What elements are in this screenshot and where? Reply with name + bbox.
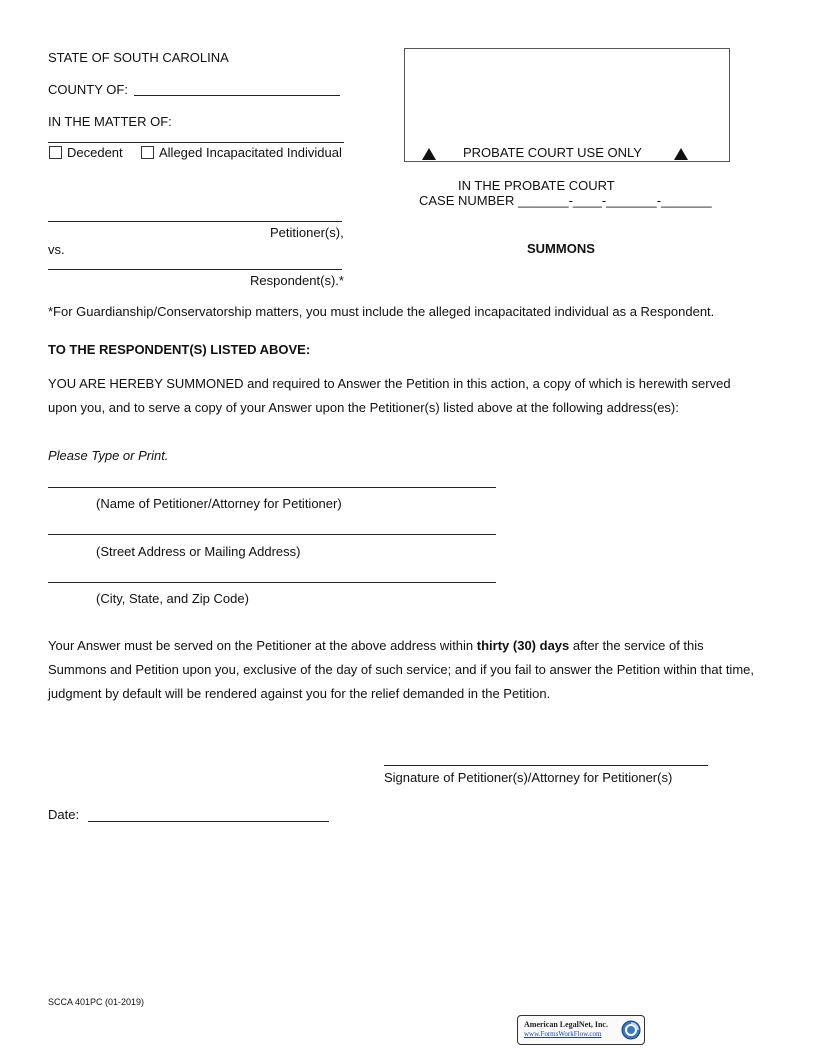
legalnet-logo[interactable] [517, 1015, 645, 1045]
answer-line-1: Your Answer must be served on the Petitioner at the above address within thirty (30) days after the service of this [48, 638, 704, 653]
petitioner-label: Petitioner(s), [270, 225, 344, 240]
answer-line-2: Summons and Petition upon you, exclusive of the day of such service; and if you fail to answer the Petition within that time, [48, 662, 754, 677]
county-field[interactable] [134, 95, 340, 96]
decedent-label: Decedent [67, 145, 123, 160]
logo-company-name: American LegalNet, Inc. [524, 1020, 608, 1029]
petitioner-name-field[interactable] [48, 487, 496, 488]
left-corner-marker-icon [422, 148, 436, 160]
state-heading: STATE OF SOUTH CAROLINA [48, 50, 229, 65]
form-code: SCCA 401PC (01-2019) [48, 997, 145, 1007]
signature-field[interactable] [384, 765, 708, 766]
city-state-zip-field[interactable] [48, 582, 496, 583]
type-or-print-note: Please Type or Print. [48, 448, 169, 463]
vs-label: vs. [48, 242, 65, 257]
matter-label: IN THE MATTER OF: [48, 114, 172, 129]
street-address-field[interactable] [48, 534, 496, 535]
logo-website-link[interactable]: www.FormsWorkFlow.com [524, 1030, 602, 1038]
court-name: IN THE PROBATE COURT [458, 178, 615, 193]
date-field[interactable] [88, 821, 329, 822]
court-use-label: PROBATE COURT USE ONLY [463, 145, 642, 160]
document-title: SUMMONS [527, 241, 595, 256]
respondent-field[interactable] [48, 269, 342, 270]
county-label: COUNTY OF: [48, 82, 128, 97]
answer-line-3: judgment by default will be rendered against you for the relief demanded in the Petition. [48, 686, 551, 701]
city-state-zip-label: (City, State, and Zip Code) [96, 591, 249, 606]
summons-line-1: YOU ARE HEREBY SUMMONED and required to Answer the Petition in this action, a copy of which is herewith served [48, 376, 731, 391]
decedent-checkbox[interactable] [49, 146, 62, 159]
matter-field[interactable] [48, 142, 344, 143]
case-number[interactable]: CASE NUMBER _______-____-_______-_______ [419, 193, 712, 208]
date-label: Date: [48, 807, 80, 822]
guardianship-note: *For Guardianship/Conservatorship matters, you must include the alleged incapacitated individual as a Respondent. [48, 304, 715, 319]
street-address-label: (Street Address or Mailing Address) [96, 544, 301, 559]
decedent-option[interactable] [49, 145, 123, 160]
incapacitated-checkbox[interactable] [141, 146, 154, 159]
incapacitated-label: Alleged Incapacitated Individual [159, 145, 342, 160]
right-corner-marker-icon [674, 148, 688, 160]
summons-paragraph [48, 372, 731, 420]
incapacitated-option[interactable] [141, 145, 342, 160]
signature-label: Signature of Petitioner(s)/Attorney for Petitioner(s) [384, 770, 673, 785]
answer-paragraph [48, 634, 754, 706]
petitioner-field[interactable] [48, 221, 342, 222]
respondent-label: Respondent(s).* [250, 273, 344, 288]
petitioner-name-label: (Name of Petitioner/Attorney for Petitioner) [96, 496, 342, 511]
respondent-heading: TO THE RESPONDENT(S) LISTED ABOVE: [48, 342, 311, 357]
deadline-text: thirty (30) days [476, 638, 570, 653]
globe-icon [621, 1020, 641, 1040]
summons-line-2: upon you, and to serve a copy of your Answer upon the Petitioner(s) listed above at the following address(es): [48, 400, 679, 415]
